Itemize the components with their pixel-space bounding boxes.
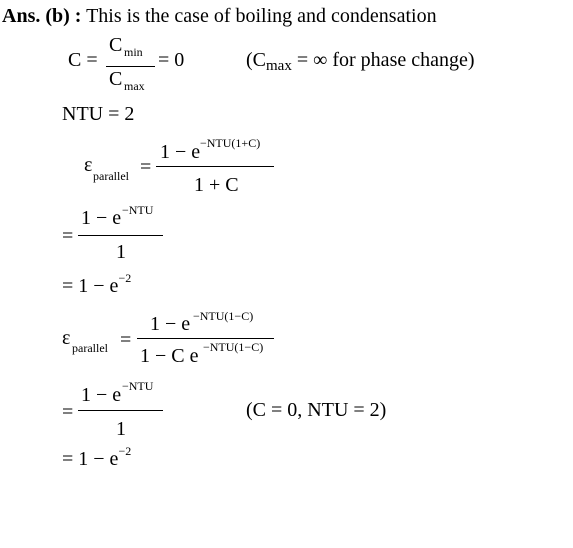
eps-subscript: parallel <box>93 169 129 183</box>
eps-symbol-2: ε <box>62 327 71 349</box>
eps-subscript-2: parallel <box>72 341 108 355</box>
ratio-den-sub: max <box>124 79 145 93</box>
ratio-lhs: C = <box>68 49 98 71</box>
answer-text: This is the case of boiling and condensation <box>86 5 437 27</box>
effectiveness-result-2 <box>62 444 132 470</box>
ratio-num-base: C <box>109 34 123 56</box>
eq4-num-base: 1 − e <box>150 313 191 335</box>
eq1-fraction-bar <box>156 166 274 167</box>
answer-line <box>2 6 437 26</box>
eq5-equals: = <box>62 401 74 423</box>
eq1-equals: = <box>140 156 152 178</box>
ratio-note-open: (C <box>246 49 266 71</box>
ratio-rhs: = 0 <box>158 49 185 71</box>
eq2-equals: = <box>62 225 74 247</box>
eq5-num-exponent: −NTU <box>122 379 154 393</box>
ratio-fraction-bar <box>106 66 155 67</box>
eq2-num-base: 1 − e <box>81 207 122 229</box>
eq5-condition-note: (C = 0, NTU = 2) <box>246 399 387 421</box>
ratio-note-sub: max <box>266 58 292 74</box>
eq4-fraction-bar <box>137 338 274 339</box>
eq5-num-base: 1 − e <box>81 384 122 406</box>
eq1-denominator: 1 + C <box>194 174 239 196</box>
eq5-denominator: 1 <box>116 418 126 440</box>
eq6-base: = 1 − e <box>62 448 119 470</box>
eq2-fraction-bar <box>78 235 163 236</box>
eq5-fraction-bar <box>78 410 163 411</box>
answer-label: Ans. (b) : <box>2 5 82 27</box>
effectiveness-result-1 <box>62 271 132 297</box>
eq3-base: = 1 − e <box>62 275 119 297</box>
ratio-den-base: C <box>109 68 123 90</box>
eps-symbol: ε <box>84 154 93 176</box>
ratio-num-sub: min <box>124 45 143 59</box>
eq1-num-exponent: −NTU(1+C) <box>200 136 261 150</box>
eq2-denominator: 1 <box>116 241 126 263</box>
ratio-note-rest: = ∞ for phase change) <box>296 49 475 71</box>
eq6-exponent: −2 <box>118 444 132 458</box>
eq4-den-exponent: −NTU(1−C) <box>203 340 264 354</box>
eq4-num-exponent: −NTU(1−C) <box>193 309 254 323</box>
ntu-line: NTU = 2 <box>62 103 135 125</box>
eq1-num-base: 1 − e <box>160 141 201 163</box>
ratio-note <box>246 49 475 74</box>
eq3-exponent: −2 <box>118 271 132 285</box>
eq2-num-exponent: −NTU <box>122 203 154 217</box>
eq4-equals: = <box>120 329 132 351</box>
eq4-den-base: 1 − C e <box>140 345 199 367</box>
